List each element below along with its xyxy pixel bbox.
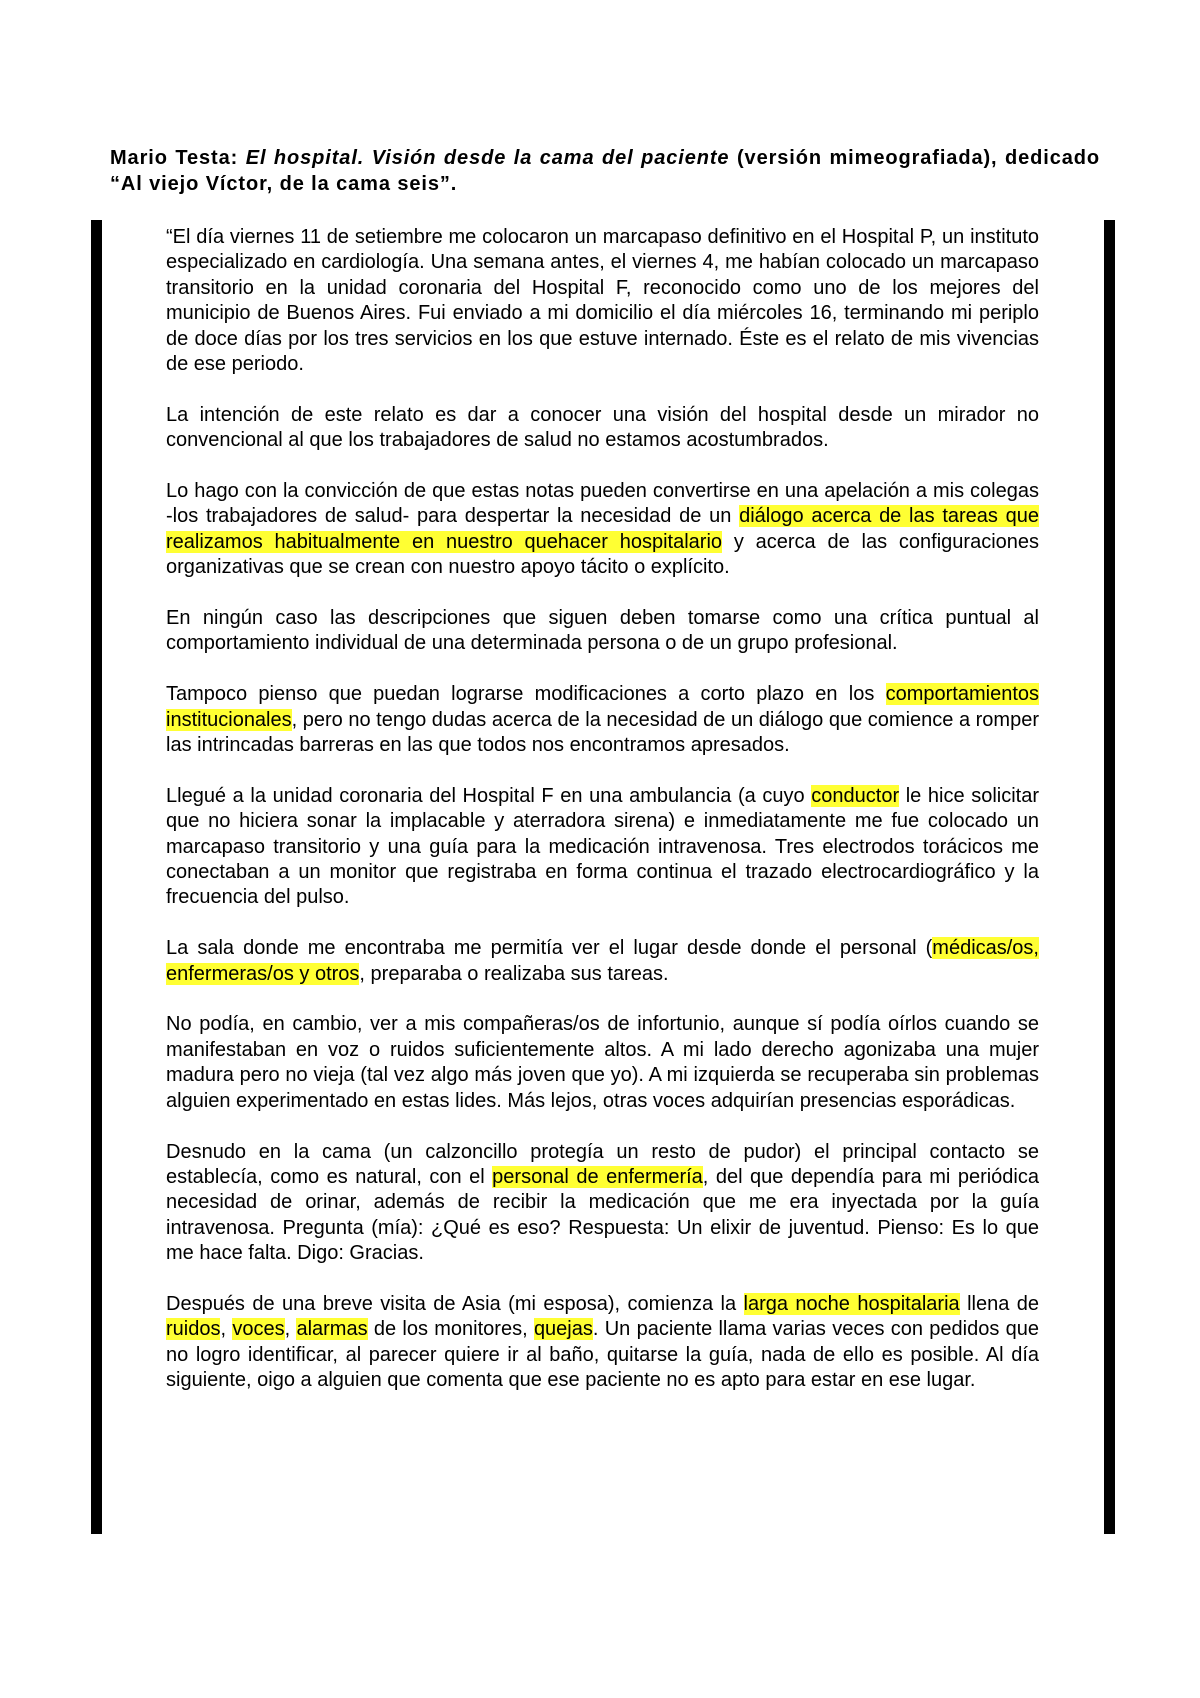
paragraph-text: , del que dependía para mi periódica necesidad de orinar, además de recibir la medicación que me era inyectada por la guía intravenosa. Pregunta (mía): ¿Qué es eso? Respuesta: Un elixir de juventud. Pienso: Es lo que me hace falta. Digo: Gracias. (166, 1165, 1039, 1265)
paragraph-text: , (220, 1318, 233, 1341)
paragraph-text: Llegué a la unidad coronaria del Hospital F en una ambulancia (a cuyo (166, 784, 812, 807)
paragraph (166, 784, 1039, 911)
paragraph-text: , pero no tengo dudas acerca de la necesidad de un diálogo que comience a romper las intrincadas barreras en las que todos nos encontramos apresados. (166, 708, 1039, 757)
paragraph (166, 682, 1039, 758)
paragraph (166, 1140, 1039, 1267)
highlighted-text: médicas/os, enfermeras/os y otros (166, 937, 1039, 985)
paragraph-text: y acerca de las configuraciones organizativas que se crean con nuestro apoyo tácito o explícito. (166, 530, 1040, 579)
paragraph (166, 606, 1039, 657)
highlighted-text: larga noche hospitalaria (743, 1292, 960, 1315)
paragraph-text: llena de (959, 1292, 1039, 1315)
heading-author: Mario Testa: (110, 147, 239, 169)
paragraph (166, 1012, 1039, 1114)
quote-left-bar (91, 220, 102, 1534)
paragraph (166, 479, 1039, 581)
paragraph-text: , (284, 1318, 297, 1341)
highlighted-text: diálogo acerca de las tareas que realizamos habitualmente en nuestro quehacer hospitalario (166, 505, 1039, 553)
paragraph-text: La sala donde me encontraba me permitía ver el lugar desde donde el personal ( (166, 937, 933, 960)
heading-description: (versión mimeografiada), dedicado “Al viejo Víctor, de la cama seis”. (110, 147, 1100, 195)
paragraph-text: Desnudo en la cama (un calzoncillo protegía un resto de pudor) el principal contacto se establecía, como es natural, con el (166, 1140, 1039, 1188)
paragraph (166, 936, 1039, 987)
heading-book-title: El hospital. Visión desde la cama del paciente (245, 147, 730, 169)
highlighted-text: conductor (811, 784, 900, 807)
paragraph-text: “El día viernes 11 de setiembre me colocaron un marcapaso definitivo en el Hospital P, un instituto especializado en cardiología. Una semana antes, el viernes 4, me habían colocado un marcapaso transitorio en la unidad coronaria del Hospital F, reconocido como uno de los mejores del municipio de Buenos Aires. Fui enviado a mi domicilio el día miércoles 16, terminando mi periplo de doce días por los tres servicios en los que estuve internado. Éste es el relato de mis vivencias de ese periodo. (166, 226, 1039, 376)
paragraph-text: La intención de este relato es dar a conocer una visión del hospital desde un mirador no convencional al que los trabajadores de salud no estamos acostumbrados. (166, 403, 1039, 452)
highlighted-text: alarmas (296, 1318, 368, 1341)
highlighted-text: ruidos (166, 1318, 221, 1341)
paragraph-text: le hice solicitar que no hiciera sonar la implacable y aterradora sirena) e inmediatamente me fue colocado un marcapaso transitorio y una guía para la medicación intravenosa. Tres electrodos torácicos me conectaban a un monitor que registraba en forma continua el trazado electrocardiográfico y la frecuencia del pulso. (166, 784, 1040, 909)
highlighted-text: comportamientos institucionales (166, 683, 1039, 731)
paragraph (166, 1292, 1039, 1394)
paragraph (166, 225, 1039, 377)
highlighted-text: quejas (533, 1318, 593, 1341)
paragraph (166, 403, 1039, 454)
paragraph-text: En ningún caso las descripciones que siguen deben tomarse como una crítica puntual al comportamiento individual de una determinada persona o de un grupo profesional. (166, 607, 1039, 655)
paragraph-text: Tampoco pienso que puedan lograrse modificaciones a corto plazo en los (166, 683, 886, 706)
paragraph-text: . Un paciente llama varias veces con pedidos que no logro identificar, al parecer quiere ir al baño, quitarse la guía, nada de ello es posible. Al día siguiente, oigo a alguien que comenta que ese paciente no es apto para estar en ese lugar. (166, 1318, 1039, 1392)
quote-body (166, 225, 1039, 1419)
paragraph-text: Después de una breve visita de Asia (mi esposa), comienza la (166, 1292, 744, 1315)
highlighted-text: voces (232, 1318, 285, 1341)
highlighted-text: personal de enfermería (492, 1165, 703, 1188)
paragraph-text: , preparaba o realizaba sus tareas. (359, 962, 669, 985)
paragraph-text: Lo hago con la convicción de que estas notas pueden convertirse en una apelación a mis colegas -los trabajadores de salud- para despertar la necesidad de un (166, 480, 1039, 528)
quote-right-bar (1104, 220, 1115, 1534)
document-heading (110, 145, 1100, 197)
paragraph-text: No podía, en cambio, ver a mis compañeras/os de infortunio, aunque sí podía oírlos cuando se manifestaban en voz o ruidos suficientemente altos. A mi lado derecho agonizaba una mujer madura pero no vieja (tal vez algo más joven que yo). A mi izquierda se recuperaba sin problemas alguien experimentado en estas lides. Más lejos, otras voces adquirían presencias esporádicas. (166, 1013, 1039, 1112)
paragraph-text: de los monitores, (367, 1318, 534, 1341)
